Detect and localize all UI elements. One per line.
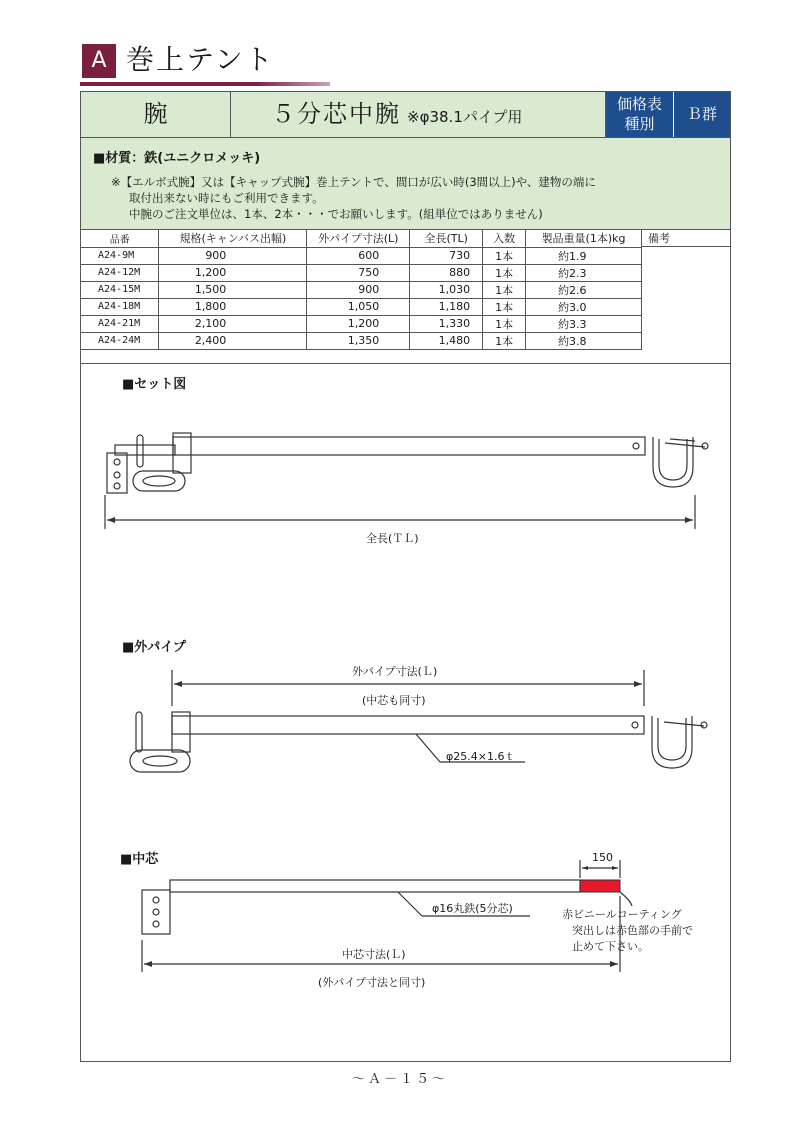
core-rod-spec: φ16丸鉄(5分芯) xyxy=(432,902,513,915)
spec-table xyxy=(81,230,642,350)
cell-pipe: 600 xyxy=(307,247,410,264)
outer-pipe-body xyxy=(172,716,644,734)
cell-quantity: 1本 xyxy=(483,264,526,281)
header-size: 規格(キャンバス出幅) xyxy=(159,230,307,247)
section-title: 巻上テント xyxy=(126,43,275,76)
core-red-coating xyxy=(580,880,620,892)
table-row xyxy=(81,264,642,281)
outer-pipe-length-note: (中芯も同寸) xyxy=(362,694,426,707)
set-total-length-label: 全長(ＴＬ) xyxy=(366,532,419,545)
cell-quantity: 1本 xyxy=(483,298,526,315)
cell-weight: 約2.3 xyxy=(526,264,642,281)
cell-code: A24-21M xyxy=(81,315,159,332)
cell-size: 1,500 xyxy=(159,281,307,298)
header-code: 品番 xyxy=(81,230,159,247)
note-line-1: ※【エルボ式腕】又は【キャップ式腕】巻上テントで、間口が広い時(3間以上)や、建物の端に xyxy=(111,175,596,189)
set-outer-pipe xyxy=(173,437,645,455)
cell-quantity: 1本 xyxy=(483,315,526,332)
price-type-label-line1: 価格表 xyxy=(616,95,662,113)
outer-pipe-diagram xyxy=(120,670,720,780)
header-quantity: 入数 xyxy=(483,230,526,247)
core-red-length: 150 xyxy=(592,851,613,864)
info-panel xyxy=(81,138,730,230)
table-row xyxy=(81,315,642,332)
cell-pipe: 1,200 xyxy=(307,315,410,332)
cell-size: 2,400 xyxy=(159,332,307,349)
outer-pipe-title: ■外パイプ xyxy=(122,640,186,655)
header-remarks: 備考 xyxy=(642,230,730,247)
cell-code: A24-24M xyxy=(81,332,159,349)
header-underline xyxy=(80,82,330,86)
header-weight: 製品重量(1本)kg xyxy=(526,230,642,247)
header-total-length: 全長(TL) xyxy=(410,230,483,247)
cell-code: A24-12M xyxy=(81,264,159,281)
set-pipe-hole xyxy=(633,443,639,449)
cell-quantity: 1本 xyxy=(483,332,526,349)
table-row xyxy=(81,281,642,298)
cell-size: 1,800 xyxy=(159,298,307,315)
note-text xyxy=(111,174,596,222)
cell-total-length: 1,330 xyxy=(410,315,483,332)
cell-code: A24-9M xyxy=(81,247,159,264)
outer-pipe-length-label: 外パイプ寸法(Ｌ) xyxy=(352,665,438,678)
coating-note-line2: 突出しは赤色部の手前で xyxy=(572,924,693,937)
cell-total-length: 1,030 xyxy=(410,281,483,298)
material-text: ■材質：鉄(ユニクロメッキ) xyxy=(93,151,261,166)
table-row xyxy=(81,332,642,349)
product-name: ５分芯中腕 xyxy=(271,100,401,128)
core-length-label: 中芯寸法(Ｌ) xyxy=(342,948,406,961)
set-link-plate xyxy=(133,471,185,491)
cell-size: 900 xyxy=(159,247,307,264)
core-rod xyxy=(170,880,580,892)
cell-total-length: 730 xyxy=(410,247,483,264)
cell-code: A24-15M xyxy=(81,281,159,298)
table-row xyxy=(81,247,642,264)
coating-note-line1: 赤ビニールコーティング xyxy=(562,908,682,921)
cell-total-length: 1,480 xyxy=(410,332,483,349)
set-diagram-title: ■セット図 xyxy=(122,377,187,392)
cell-weight: 約2.6 xyxy=(526,281,642,298)
cell-code: A24-18M xyxy=(81,298,159,315)
cell-pipe: 1,350 xyxy=(307,332,410,349)
cell-weight: 約3.8 xyxy=(526,332,642,349)
outer-pipe-spec: φ25.4×1.6ｔ xyxy=(446,750,516,763)
coating-note-line3: 止めて下さい。 xyxy=(572,940,649,953)
core-title: ■中芯 xyxy=(120,852,159,867)
note-line-2: 取付出来ない時にもご利用できます。 xyxy=(129,191,324,205)
cell-weight: 約1.9 xyxy=(526,247,642,264)
note-line-3: 中腕のご注文単位は、1本、2本・・・でお願いします。(組単位ではありません) xyxy=(129,207,543,221)
cell-pipe: 750 xyxy=(307,264,410,281)
outer-pipe-leader xyxy=(416,734,440,762)
cell-weight: 約3.3 xyxy=(526,315,642,332)
header-pipe: 外パイプ寸法(L) xyxy=(307,230,410,247)
section-badge: A xyxy=(82,44,116,78)
title-row xyxy=(81,92,730,138)
price-type-label xyxy=(606,92,674,137)
cell-total-length: 1,180 xyxy=(410,298,483,315)
cell-pipe: 900 xyxy=(307,281,410,298)
table-bottom-rule xyxy=(81,363,730,364)
core-length-note: (外パイプ寸法と同寸) xyxy=(318,976,426,989)
cell-size: 2,100 xyxy=(159,315,307,332)
table-row xyxy=(81,298,642,315)
cell-quantity: 1本 xyxy=(483,247,526,264)
table-header-row xyxy=(81,230,642,247)
price-group: Ｂ群 xyxy=(674,92,730,137)
cell-pipe: 1,050 xyxy=(307,298,410,315)
product-category: 腕 xyxy=(81,92,231,137)
cell-size: 1,200 xyxy=(159,264,307,281)
cell-weight: 約3.0 xyxy=(526,298,642,315)
product-name-cell xyxy=(231,92,606,137)
price-type-label-line2: 種別 xyxy=(624,115,655,133)
page-number: ～Ａ－１５～ xyxy=(351,1072,448,1087)
cell-total-length: 880 xyxy=(410,264,483,281)
product-name-note: ※φ38.1パイプ用 xyxy=(407,108,523,126)
cell-quantity: 1本 xyxy=(483,281,526,298)
